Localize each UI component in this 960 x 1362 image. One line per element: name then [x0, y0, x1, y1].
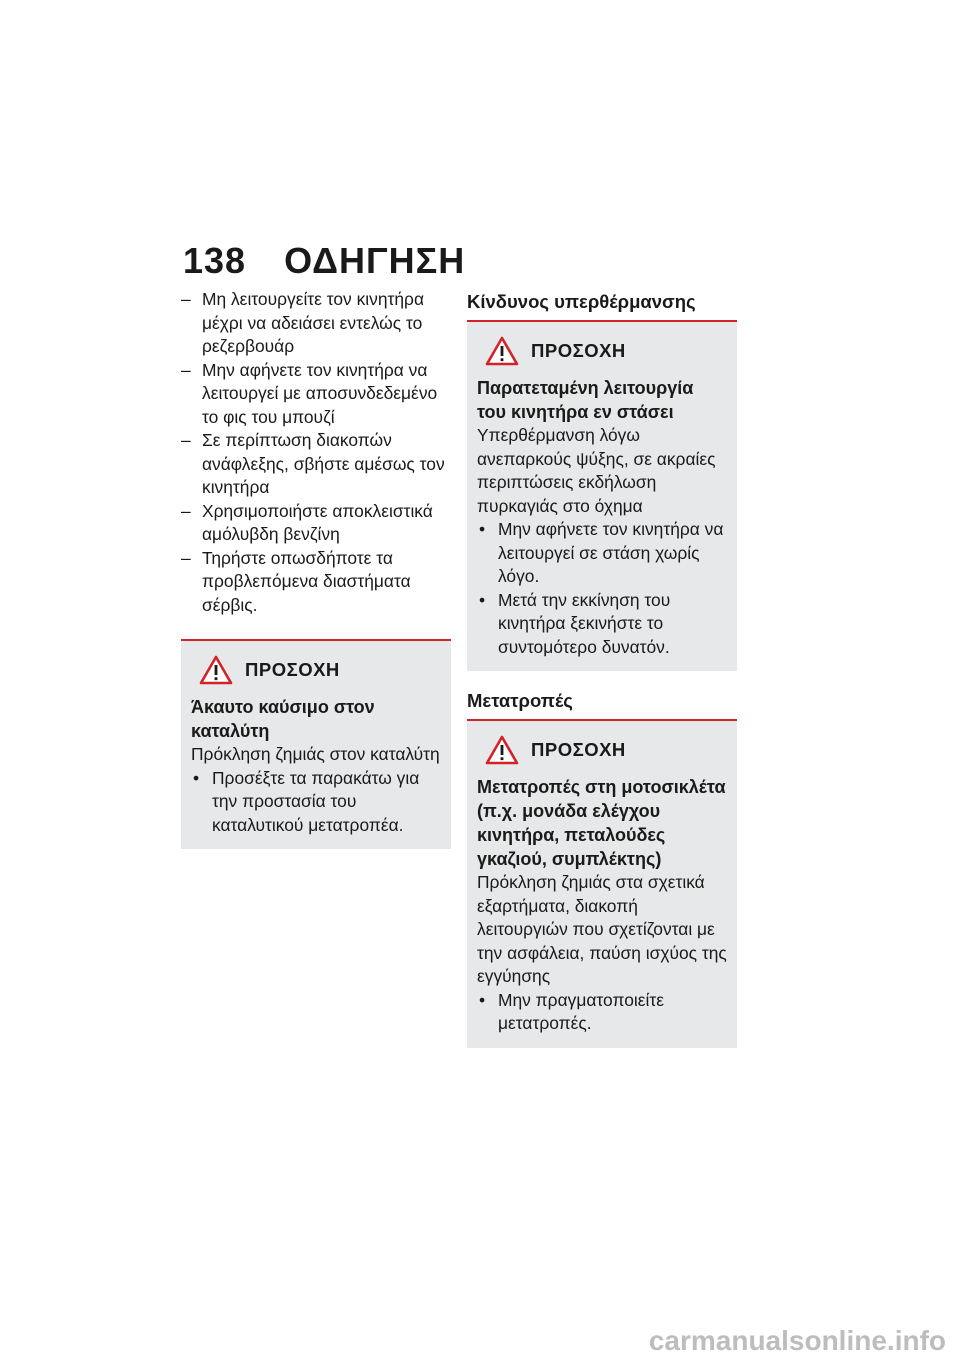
list-item: – Μην αφήνετε τον κινητήρα να λειτουργεί με αποσυνδεδεμένο το φις του μπουζί: [181, 359, 438, 427]
list-item: • Μετά την εκκίνηση του κινητήρα ξεκινήστε το συντομότερο δυνατόν.: [479, 589, 671, 657]
list-item: – Σε περίπτωση διακοπών ανάφλεξης, σβήστε αμέσως τον κινητήρα: [181, 430, 445, 497]
warning-bullets: [191, 767, 441, 838]
warning-box-modifications: [467, 719, 737, 1048]
warning-text: Υπερθέρμανση λόγω ανεπαρκούς ψύξης, σε ακραίες περιπτώσεις εκδήλωση πυρκαγιάς στο όχημα: [477, 425, 716, 516]
warning-label: ΠΡΟΣΟΧΗ: [531, 340, 626, 361]
warning-bullets: [477, 518, 727, 659]
section-title: ΟΔΗΓΗΣΗ: [284, 240, 466, 281]
warning-heading: Μετατροπές στη μοτοσικλέτα (π.χ. μονάδα ελέγχου κινητήρα, πεταλούδες γκαζιού, συμπλέκτης): [477, 777, 726, 869]
warning-box-catalyst: [181, 639, 451, 849]
warning-text: Πρόκληση ζημιάς στον καταλύτη: [191, 744, 440, 764]
list-item: • Μην πραγματοποιείτε μετατροπές.: [479, 989, 664, 1033]
right-column: [467, 290, 737, 1048]
section-heading-overheat: Κίνδυνος υπερθέρμανσης: [467, 291, 696, 312]
left-column: [181, 288, 451, 849]
warning-triangle-icon: [485, 336, 519, 366]
page-header: [183, 240, 465, 282]
warning-triangle-icon: [485, 735, 519, 765]
page-number: 138: [183, 240, 247, 281]
warning-triangle-icon: [199, 655, 233, 685]
list-item: – Τηρήστε οπωσδήποτε τα προβλεπόμενα διαστήματα σέρβις.: [181, 547, 411, 615]
warning-title: [485, 336, 727, 366]
warning-label: ΠΡΟΣΟΧΗ: [531, 739, 626, 760]
list-item: – Μη λειτουργείτε τον κινητήρα μέχρι να αδειάσει εντελώς το ρεζερβουάρ: [181, 289, 425, 356]
list-item: • Μην αφήνετε τον κινητήρα να λειτουργεί σε στάση χωρίς λόγο.: [479, 519, 724, 586]
warning-label: ΠΡΟΣΟΧΗ: [245, 659, 340, 680]
watermark: carmanualsonline.info: [648, 1325, 946, 1356]
warning-box-overheat: [467, 320, 737, 671]
warning-title: [199, 655, 441, 685]
warning-title: [485, 735, 727, 765]
warning-heading: Παρατεταμένη λειτουργία του κινητήρα εν στάσει: [477, 378, 694, 422]
section-heading-modifications: Μετατροπές: [467, 690, 573, 711]
warning-bullets: [477, 989, 727, 1036]
warning-heading: Άκαυτο καύσιμο στον καταλύτη: [191, 697, 375, 741]
warning-text: Πρόκληση ζημιάς στα σχετικά εξαρτήματα, διακοπή λειτουργιών που σχετίζονται με την ασφάλεια, παύση ισχύος της εγγύησης: [477, 872, 727, 986]
list-item: – Χρησιμοποιήστε αποκλειστικά αμόλυβδη βενζίνη: [181, 500, 433, 544]
safety-list: [181, 288, 451, 617]
list-item: • Προσέξτε τα παρακάτω για την προστασία του καταλυτικού μετατροπέα.: [193, 767, 420, 835]
